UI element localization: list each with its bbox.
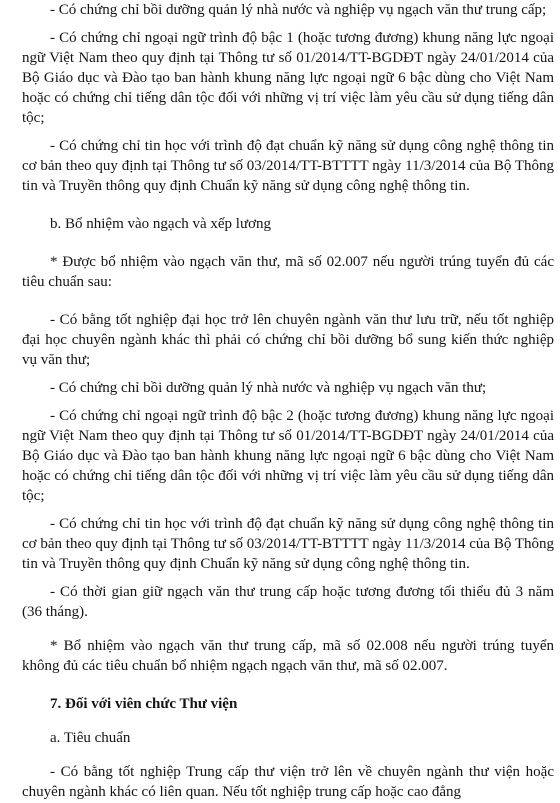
- paragraph-it-certificate-2: - Có chứng chỉ tin học với trình độ đạt chuẩn kỹ năng sử dụng công nghệ thông tin cơ bản theo quy định tại Thông tư số 03/2014/TT-BTTTT ngày 11/3/2014 của Bộ Thông tin và Truyền thông quy định Chuẩn kỹ năng sử dụng công nghệ thông tin.: [22, 516, 554, 572]
- paragraph-appointment-clerk-02007: * Được bổ nhiệm vào ngạch văn thư, mã số 02.007 nếu người trúng tuyển đủ các tiêu chuẩn sau:: [22, 254, 554, 290]
- paragraph-foreign-language-level-2: - Có chứng chỉ ngoại ngữ trình độ bậc 2 (hoặc tương đương) khung năng lực ngoại ngữ Việt Nam theo quy định tại Thông tư số 01/2014/TT-BGDĐT ngày 24/01/2014 của Bộ Giáo dục và Đào tạo ban hành khung năng lực ngoại ngữ 6 bậc dùng cho Việt Nam hoặc có chứng chỉ tiếng dân tộc đối với những vị trí việc làm yêu cầu sử dụng tiếng dân tộc;: [22, 408, 554, 504]
- paragraph-appointment-clerk-02008: * Bổ nhiệm vào ngạch văn thư trung cấp, mã số 02.008 nếu người trúng tuyển không đủ các tiêu chuẩn bổ nhiệm ngạch ngạch văn thư, mã số 02.007.: [22, 638, 554, 674]
- paragraph-certificate-state-management-intermediate: - Có chứng chỉ bồi dưỡng quản lý nhà nước và nghiệp vụ ngạch văn thư trung cấp;: [50, 2, 547, 18]
- section-heading-library-staff: 7. Đối với viên chức Thư viện: [50, 696, 238, 712]
- paragraph-university-degree: - Có bằng tốt nghiệp đại học trở lên chuyên ngành văn thư lưu trữ, nếu tốt nghiệp đại học chuyên ngành khác thì phải có chứng chỉ bồi dưỡng bổ sung kiến thức nghiệp vụ văn thư;: [22, 312, 554, 368]
- subheading-standards: a. Tiêu chuẩn: [50, 730, 131, 746]
- paragraph-foreign-language-level-1: - Có chứng chỉ ngoại ngữ trình độ bậc 1 (hoặc tương đương) khung năng lực ngoại ngữ Việt Nam theo quy định tại Thông tư số 01/2014/TT-BGDĐT ngày 24/01/2014 của Bộ Giáo dục và Đào tạo ban hành khung năng lực ngoại ngữ 6 bậc dùng cho Việt Nam hoặc có chứng chỉ tiếng dân tộc đối với những vị trí việc làm yêu cầu sử dụng tiếng dân tộc;: [22, 30, 554, 126]
- paragraph-it-certificate: - Có chứng chỉ tin học với trình độ đạt chuẩn kỹ năng sử dụng công nghệ thông tin cơ bản theo quy định tại Thông tư số 03/2014/TT-BTTTT ngày 11/3/2014 của Bộ Thông tin và Truyền thông quy định Chuẩn kỹ năng sử dụng công nghệ thông tin.: [22, 138, 554, 194]
- paragraph-tenure-36-months: - Có thời gian giữ ngạch văn thư trung cấp hoặc tương đương tối thiểu đủ 3 năm (36 tháng).: [22, 584, 554, 620]
- paragraph-certificate-state-management: - Có chứng chỉ bồi dưỡng quản lý nhà nước và nghiệp vụ ngạch văn thư;: [50, 380, 487, 396]
- paragraph-library-degree: - Có bằng tốt nghiệp Trung cấp thư viện trở lên về chuyên ngành thư viện hoặc chuyên ngành khác có liên quan. Nếu tốt nghiệp trung cấp hoặc cao đẳng: [22, 764, 554, 800]
- subheading-appointment-and-salary: b. Bổ nhiệm vào ngạch và xếp lương: [50, 216, 272, 232]
